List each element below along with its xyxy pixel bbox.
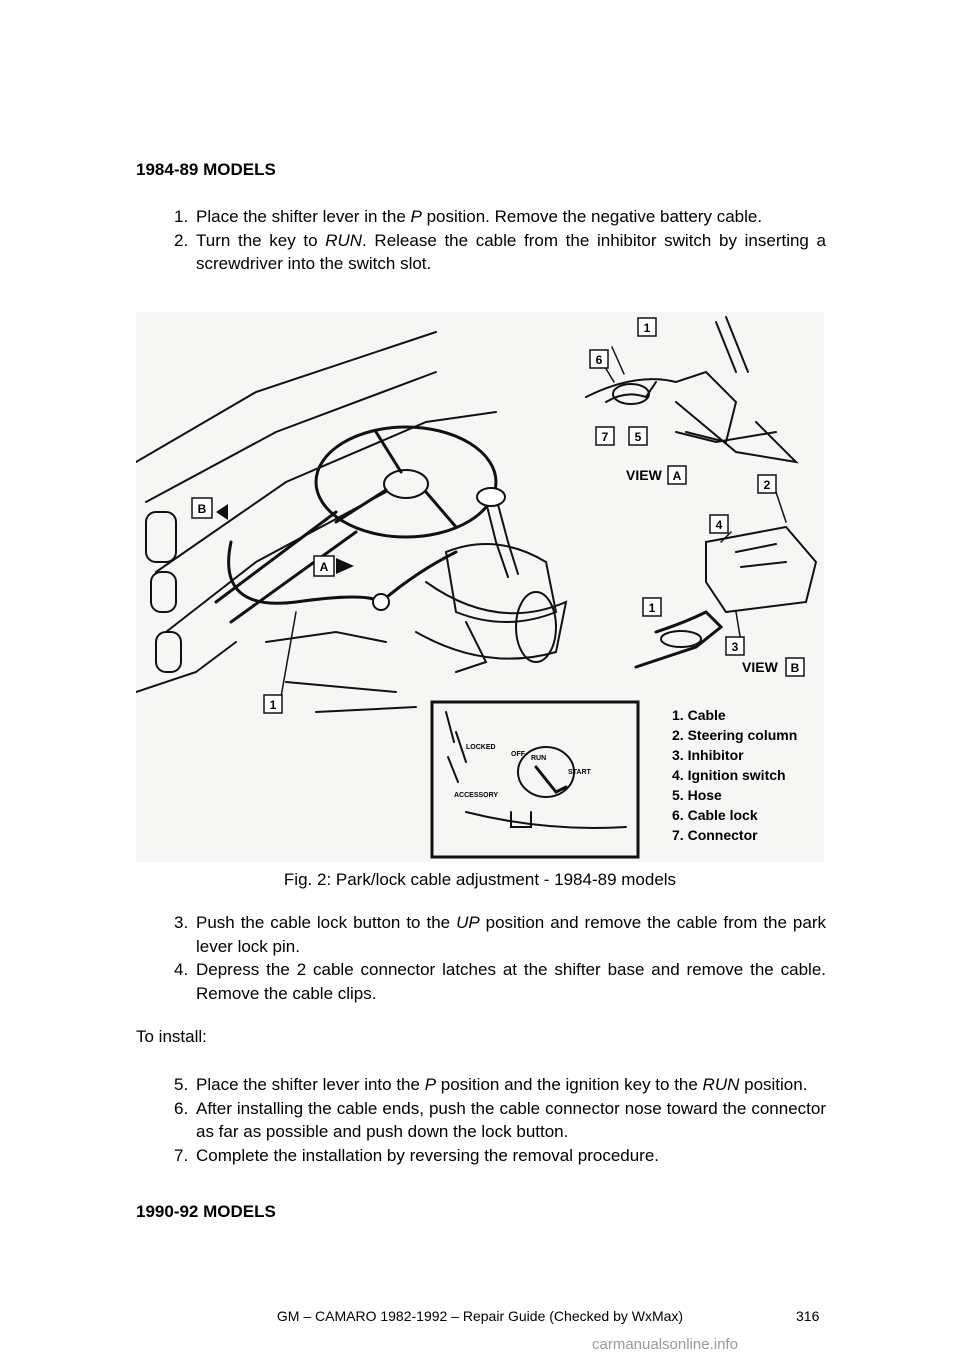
removal-steps-list	[136, 205, 826, 276]
callout-6	[590, 350, 608, 368]
legend-item: 5. Hose	[672, 787, 722, 803]
step-number: 1.	[174, 207, 189, 226]
step-text: Turn the key to RUN. Release the cable from the inhibitor switch by inserting a screwdriver into the switch slot.	[196, 230, 826, 273]
callout-3	[726, 637, 744, 655]
callout-a-arrow	[314, 556, 354, 576]
step-text: Push the cable lock button to the UP position and remove the cable from the park lever lock pin.	[196, 913, 827, 956]
svg-text:A: A	[672, 469, 682, 483]
page-number: 316	[796, 1308, 820, 1324]
switch-label-locked: LOCKED	[466, 744, 496, 751]
section-heading: 1984-89 MODELS	[136, 160, 276, 179]
step-number: 3.	[174, 913, 189, 932]
list-item	[136, 1073, 826, 1097]
list-item	[136, 205, 826, 229]
vent-shape	[146, 512, 176, 562]
legend-item: 3. Inhibitor	[672, 747, 744, 763]
list-item	[136, 958, 826, 1005]
step-text: After installing the cable ends, push the cable connector nose toward the connector as far as possible and push down the lock button.	[196, 1098, 826, 1141]
removal-steps-list-continued	[136, 911, 826, 1005]
legend-item: 4. Ignition switch	[672, 767, 786, 783]
list-item	[136, 1097, 826, 1144]
legend-item: 2. Steering column	[672, 727, 798, 743]
step-number: 7.	[174, 1145, 189, 1165]
list-item	[136, 1144, 826, 1168]
svg-text:1: 1	[648, 601, 656, 615]
svg-text:2: 2	[763, 478, 771, 492]
svg-text:VIEW: VIEW	[742, 659, 778, 675]
steering-wheel	[316, 427, 496, 537]
callout-5	[629, 427, 647, 445]
callout-7	[596, 427, 614, 445]
cable-path	[229, 542, 456, 603]
watermark: carmanualsonline.info	[592, 1336, 738, 1353]
section-heading: 1990-92 MODELS	[136, 1202, 276, 1221]
svg-text:1: 1	[643, 321, 651, 335]
callout-2	[758, 475, 776, 493]
legend-item: 6. Cable lock	[672, 807, 758, 823]
legend-item: 1. Cable	[672, 707, 726, 723]
step-text: Depress the 2 cable connector latches at the shifter base and remove the cable. Remove the cable clips.	[196, 960, 826, 1003]
switch-label-run: RUN	[531, 755, 547, 762]
switch-label-accessory: ACCESSORY	[454, 792, 499, 799]
callout-1-bottom	[264, 695, 282, 713]
view-a-label	[626, 466, 686, 484]
cable-diagram	[136, 312, 824, 862]
svg-text:1: 1	[269, 698, 277, 712]
svg-text:6: 6	[595, 353, 603, 367]
svg-text:7: 7	[601, 430, 609, 444]
figure-caption: Fig. 2: Park/lock cable adjustment - 1984-89 models	[283, 870, 677, 889]
switch-label-start: START	[568, 769, 591, 776]
step-number: 4.	[174, 960, 189, 979]
list-item	[136, 911, 826, 958]
step-number: 6.	[174, 1098, 189, 1118]
list-item	[136, 229, 826, 276]
view-b-label	[742, 658, 804, 676]
svg-text:A: A	[319, 560, 329, 574]
switch-label-off: OFF	[511, 751, 525, 758]
inset-box	[432, 702, 638, 857]
step-number: 2.	[174, 230, 189, 250]
callout-1-top	[638, 318, 656, 336]
svg-text:B: B	[197, 502, 207, 516]
svg-text:VIEW: VIEW	[626, 467, 662, 483]
step-text: Place the shifter lever into the P position and the ignition key to the RUN position.	[196, 1075, 808, 1094]
footer-title: GM – CAMARO 1982-1992 – Repair Guide (Checked by WxMax)	[276, 1308, 684, 1324]
svg-text:3: 3	[731, 640, 739, 654]
step-text: Complete the installation by reversing the removal procedure.	[196, 1145, 660, 1165]
step-text: Place the shifter lever in the P position. Remove the negative battery cable.	[196, 207, 763, 226]
legend-item: 7. Connector	[672, 827, 758, 843]
dash-line	[136, 332, 436, 462]
figure-legend	[672, 707, 797, 843]
callout-4	[710, 515, 728, 533]
svg-text:4: 4	[715, 518, 723, 532]
install-label: To install:	[136, 1027, 207, 1046]
svg-text:B: B	[790, 661, 800, 675]
install-steps-list	[136, 1073, 826, 1167]
step-number: 5.	[174, 1075, 189, 1094]
svg-text:5: 5	[634, 430, 642, 444]
callout-b-arrow	[192, 498, 228, 520]
park-lock-cable-figure	[136, 312, 824, 862]
callout-1-viewb	[643, 598, 661, 616]
